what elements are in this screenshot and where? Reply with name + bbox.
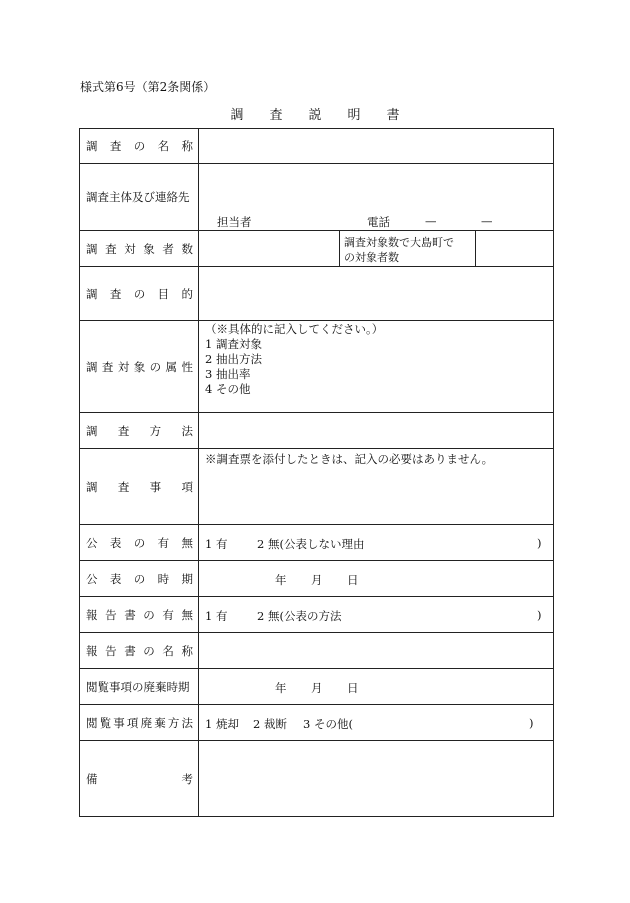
field-report-name[interactable] [199,633,553,668]
publication-option-no[interactable]: 2 無(公表しない理由 [257,537,365,551]
label-char: の [143,643,155,658]
field-attributes[interactable] [199,321,553,412]
label-char: の [133,535,146,550]
field-report[interactable] [199,597,553,632]
contact-person-label: 担当者 [217,215,252,229]
label-char: 象 [133,359,146,374]
field-purpose[interactable] [199,267,553,320]
label-text [86,359,193,375]
attributes-item: 3 抽出率 [205,367,251,381]
label-text [86,479,193,495]
label-char: 者 [162,241,174,256]
label-char: 称 [181,643,193,658]
attributes-note: （※具体的に記入してください。） [205,322,384,336]
month-label: 月 [311,573,323,587]
close-paren: ) [537,608,542,622]
label-char: 名 [162,643,174,658]
label-char: 査 [109,139,122,153]
report-option-yes[interactable]: 1 有 [205,609,228,623]
label-char: の [133,571,146,586]
label-char: 目 [157,286,170,301]
disposal-option-shred[interactable]: 2 裁断 [253,717,287,731]
label-text [86,423,193,439]
label-char: の [143,607,155,622]
label-char: 公 [86,571,98,586]
attributes-item: 1 調査対象 [205,337,262,351]
field-publication[interactable] [199,525,553,560]
label-publication [80,525,199,560]
label-survey-entity: 調査主体及び連絡先 [80,164,199,230]
label-text [86,286,193,302]
row-target-count [80,231,553,267]
label-char: 書 [124,643,136,658]
row-publication-timing [80,561,553,597]
field-disposal-method[interactable] [199,705,553,740]
label-text [86,571,193,587]
row-attributes [80,321,553,413]
label-method [80,413,199,448]
row-report [80,597,553,633]
form-number: 様式第6号（第2条関係） [80,80,216,94]
row-remarks [80,741,553,816]
row-items [80,449,553,525]
label-text [86,715,193,731]
row-publication [80,525,553,561]
field-survey-name[interactable] [199,129,553,163]
label-text [86,607,193,623]
title-char: 査 [269,108,283,123]
close-paren: ) [529,716,534,730]
label-char: 項 [181,479,193,494]
field-survey-entity[interactable] [199,164,553,230]
day-label: 日 [347,681,359,695]
label-char: の [149,359,162,374]
label-remarks: 備 考 [80,741,199,816]
label-char: 無 [181,535,193,550]
label-text [86,535,193,551]
label-char: 廃 [140,715,153,730]
label-disposal-time: 閲覧事項の廃棄時期 [80,669,199,704]
title-char: 調 [230,108,244,123]
label-char: 調 [86,423,98,438]
label-char: 対 [117,359,130,374]
document-title [0,104,630,123]
row-disposal-method [80,705,553,741]
row-purpose [80,267,553,321]
label-char: の [133,139,146,153]
label-char: 称 [181,139,193,153]
year-label: 年 [275,573,287,587]
label-char: 報 [86,643,98,658]
row-report-name [80,633,553,669]
label-report-name [80,633,199,668]
label-char: 報 [86,607,98,622]
label-char: 期 [181,571,193,586]
attributes-item: 2 抽出方法 [205,352,262,366]
label-char: 方 [167,715,180,730]
label-char: 告 [105,643,117,658]
label-char: 法 [181,715,193,730]
report-option-no[interactable]: 2 無(公表の方法 [257,609,342,623]
label-char: 査 [117,479,130,494]
label-char: 調 [86,286,98,301]
field-remarks[interactable] [199,741,553,816]
publication-option-yes[interactable]: 1 有 [205,537,228,551]
field-method[interactable] [199,413,553,448]
label-char: 閲 [86,715,98,730]
field-disposal-time[interactable] [199,669,553,704]
label-char: 有 [162,607,174,622]
field-items[interactable] [199,449,553,524]
phone-dash: — [425,214,437,228]
label-char: 数 [181,241,193,256]
label-char: 対 [124,241,136,256]
label-text [86,643,193,659]
label-target-count [80,231,199,266]
label-char: 表 [109,535,122,550]
label-purpose [80,267,199,320]
target-count-note-1: 調査対象数で大島町で [344,236,454,249]
items-note: ※調査票を添付したときは、記入の必要はありません。 [205,452,494,466]
month-label: 月 [311,681,323,695]
phone-dash: — [481,214,493,228]
label-char: 査 [109,286,122,301]
form-table [79,128,554,817]
field-target-count[interactable] [199,231,553,266]
day-label: 日 [347,573,359,587]
label-char: 査 [101,359,114,374]
title-char: 明 [347,108,361,123]
label-items [80,449,199,524]
label-char: 的 [181,286,193,301]
close-paren: ) [537,536,542,550]
label-char: 告 [105,607,117,622]
label-char: 書 [124,607,136,622]
year-label: 年 [275,681,287,695]
label-char: 棄 [154,715,166,730]
disposal-option-other[interactable]: 3 その他( [303,717,353,731]
label-disposal-method [80,705,199,740]
label-char: 法 [181,423,193,438]
title-char: 書 [386,108,400,123]
label-attributes [80,321,199,412]
label-char: 調 [86,359,98,374]
disposal-option-incinerate[interactable]: 1 焼却 [205,717,239,731]
label-char: 無 [181,607,193,622]
label-char: 属 [165,359,178,374]
label-char: 性 [181,359,193,374]
field-publication-timing[interactable] [199,561,553,596]
label-char: 名 [157,139,170,153]
title-char: 説 [308,108,322,123]
row-method [80,413,553,449]
label-char: 時 [157,571,170,586]
phone-label: 電話 [367,215,390,229]
label-char: 表 [109,571,122,586]
row-survey-entity [80,164,553,231]
label-char: 査 [117,423,130,438]
label-char: 査 [105,241,117,256]
label-char: 調 [86,139,98,153]
row-disposal-time [80,669,553,705]
label-char: 覧 [99,715,112,730]
label-char: 事 [113,715,125,730]
label-survey-name [80,129,199,163]
row-survey-name [80,129,553,164]
label-publication-timing [80,561,199,596]
label-text [86,138,193,154]
label-char: 調 [86,479,98,494]
label-report [80,597,199,632]
label-char: 項 [126,715,139,730]
label-char: 調 [86,241,98,256]
label-char: 事 [149,479,162,494]
target-count-note-2: の対象者数 [344,251,399,264]
label-text [86,241,193,257]
label-char: 方 [149,423,162,438]
attributes-item: 4 その他 [205,382,251,396]
label-char: 有 [157,535,170,550]
label-char: の [133,286,146,301]
label-char: 象 [143,241,155,256]
label-char: 公 [86,535,98,550]
